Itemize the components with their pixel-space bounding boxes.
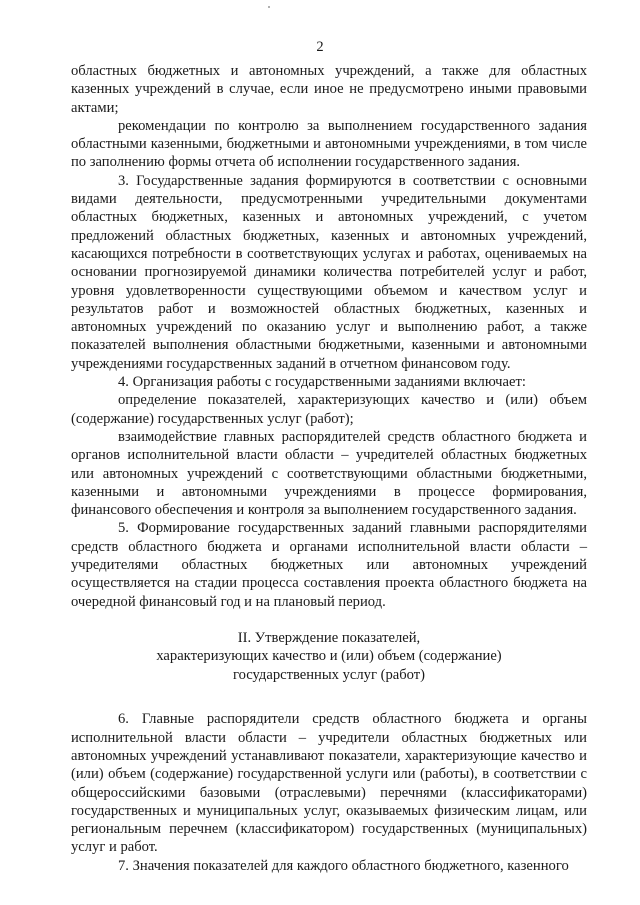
section-heading [71,629,587,685]
section-heading-line-3: государственных услуг (работ) [232,666,426,683]
document-body [71,62,587,875]
paragraph-8: 6. Главные распорядители средств областного бюджета и органы исполнительной власти области – учредители областных бюджетных или автономных учреждений устанавливают показатели, характеризующие качество и (или) объем (содержание) государственной услуги или (работы), в соответствии с общероссийскими базовыми (отраслевыми) перечнями (классификаторами) государственных и муниципальных услуг, оказываемых физическим лицам, или региональным перечнем (классификатором) государственных (муниципальных) услуг и работ. [71,711,587,856]
section-heading-line-1: II. Утверждение показателей, [237,629,421,646]
paragraph-9: 7. Значения показателей для каждого областного бюджетного, казенного [118,857,569,874]
paragraphs-after-heading [71,710,587,875]
paragraph-7: 5. Формирование государственных заданий главными распорядителями средств областного бюджета и органами исполнительной власти области – учредителями областных бюджетных или автономных учреждений осуществляется на стадии процесса составления проекта областного бюджета на очередной финансовый год и на плановый период. [71,520,587,610]
paragraph-1: областных бюджетных и автономных учреждений, а также для областных казенных учреждений в случае, если иное не предусмотрено иными правовыми актами; [71,63,587,116]
section-heading-line-2: характеризующих качество и (или) объем (содержание) [156,648,502,665]
paragraph-5: определение показателей, характеризующих качество и (или) объем (содержание) государственных услуг (работ); [71,392,587,427]
paragraph-6: взаимодействие главных распорядителей средств областного бюджета и органов исполнительной власти области – учредителей областных бюджетных или автономных учреждений с соответствующими областными бюджетными, казенными и автономными учреждениями в процессе формирования, финансового обеспечения и контроля за выполнением государственного задания. [71,428,587,519]
scan-dot-mark [268,6,270,8]
paragraph-2: рекомендации по контролю за выполнением государственного задания областными казенными, бюджетными и автономными учреждениями, в том числе по заполнению формы отчета об исполнении государственного задания. [71,117,587,171]
paragraphs-before-heading [71,62,587,611]
paragraph-4: 4. Организация работы с государственными заданиями включает: [118,374,526,391]
page-number: 2 [316,39,324,55]
paragraph-3: 3. Государственные задания формируются в соответствии с основными видами деятельности, предусмотренными учредительными документами областных бюджетных, казенных и автономных учреждений, с учетом предложений областных бюджетных, казенных и автономных учреждений, касающихся потребности в соответствующих услугах и работах, оцениваемых на основании прогнозируемой динамики количества потребителей услуг и работ, уровня удовлетворенности существующими объемом и качеством услуг и результатов работ и возможностей областных бюджетных, казенных и автономных учреждений по оказанию услуг и выполнению работ, а также показателей выполнения областными бюджетными, казенными и автономными учреждениями государственных заданий в отчетном финансовом году. [71,172,587,372]
